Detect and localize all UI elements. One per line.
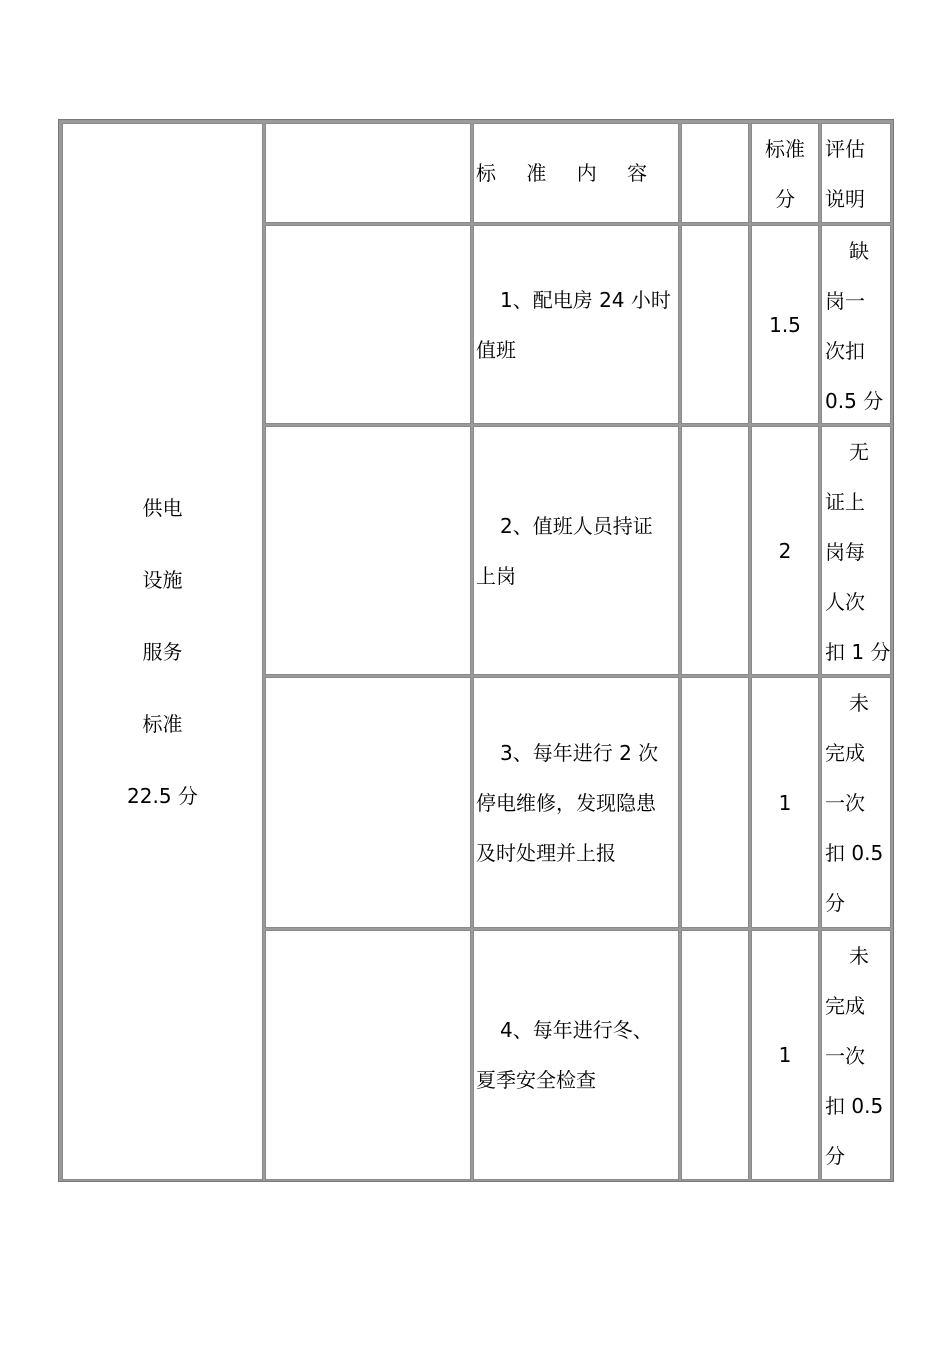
- row-content-cell: [473, 677, 679, 928]
- row-content-cell: [473, 930, 679, 1180]
- row-note-line: 扣 0.5: [825, 841, 884, 865]
- row-score-cell: [751, 225, 819, 424]
- row-note-cell: [821, 426, 891, 675]
- row-content-cell: [473, 426, 679, 675]
- header-score-line: 分: [775, 187, 795, 211]
- category-cell: [62, 123, 263, 1180]
- header-notes-cell: [821, 123, 891, 223]
- row-note-cell: [821, 677, 891, 928]
- row-blank-cell: [265, 426, 471, 675]
- row-content-line: 2、值班人员持证: [500, 513, 653, 538]
- row-score-value: 2: [778, 538, 792, 563]
- row-note-line: 未: [849, 944, 869, 968]
- row-score-cell: [751, 677, 819, 928]
- standards-table: [58, 119, 894, 1182]
- row-blank-cell-2: [681, 930, 749, 1180]
- row-note-line: 完成: [825, 741, 865, 765]
- row-note-line: 一次: [825, 1044, 865, 1068]
- header-blank-cell: [265, 123, 471, 223]
- row-note-line: 分: [825, 1144, 845, 1168]
- row-blank-cell-2: [681, 225, 749, 424]
- row-score-cell: [751, 426, 819, 675]
- row-note-line: 扣 1 分: [825, 640, 891, 664]
- row-blank-cell: [265, 677, 471, 928]
- row-content-cell: [473, 225, 679, 424]
- row-blank-cell-2: [681, 677, 749, 928]
- row-note-line: 岗每: [825, 540, 865, 564]
- row-content-line: 上岗: [476, 563, 516, 588]
- row-note-line: 无: [849, 440, 869, 464]
- header-score-cell: [751, 123, 819, 223]
- row-content-line: 值班: [476, 337, 516, 362]
- header-content-cell: [473, 123, 679, 223]
- row-blank-cell: [265, 930, 471, 1180]
- header-content-label: 标 准 内 容: [476, 161, 660, 185]
- category-line: 标准: [142, 711, 183, 736]
- row-content-line: 夏季安全检查: [476, 1068, 596, 1092]
- row-blank-cell: [265, 225, 471, 424]
- row-blank-cell-2: [681, 426, 749, 675]
- row-note-line: 扣 0.5: [825, 1094, 884, 1118]
- row-note-line: 分: [825, 891, 845, 915]
- row-note-line: 岗一: [825, 289, 865, 313]
- row-content-line: 停电维修，发现隐患: [476, 790, 656, 815]
- header-notes-line: 评估: [825, 137, 865, 161]
- row-score-cell: [751, 930, 819, 1180]
- row-score-value: 1: [778, 790, 792, 815]
- row-note-line: 0.5 分: [825, 389, 884, 413]
- row-note-line: 一次: [825, 791, 865, 815]
- header-score-line: 标准: [765, 137, 805, 161]
- row-note-line: 缺: [849, 239, 869, 263]
- row-note-line: 人次: [825, 590, 865, 614]
- category-line: 设施: [142, 567, 183, 592]
- header-notes-line: 说明: [825, 187, 865, 211]
- row-note-line: 完成: [825, 994, 865, 1018]
- category-line: 22.5 分: [127, 783, 198, 808]
- row-content-line: 4、每年进行冬、: [500, 1018, 653, 1042]
- row-note-cell: [821, 930, 891, 1180]
- row-note-line: 证上: [825, 490, 865, 514]
- row-note-line: 未: [849, 691, 869, 715]
- row-note-line: 次扣: [825, 339, 865, 363]
- row-note-cell: [821, 225, 891, 424]
- row-content-line: 3、每年进行 2 次: [500, 740, 659, 765]
- category-line: 服务: [142, 639, 183, 664]
- header-blank-cell-2: [681, 123, 749, 223]
- row-content-line: 及时处理并上报: [476, 840, 616, 865]
- row-score-value: 1: [778, 1043, 792, 1067]
- category-line: 供电: [142, 495, 183, 520]
- row-score-value: 1.5: [769, 312, 801, 337]
- row-content-line: 1、配电房 24 小时: [500, 287, 671, 312]
